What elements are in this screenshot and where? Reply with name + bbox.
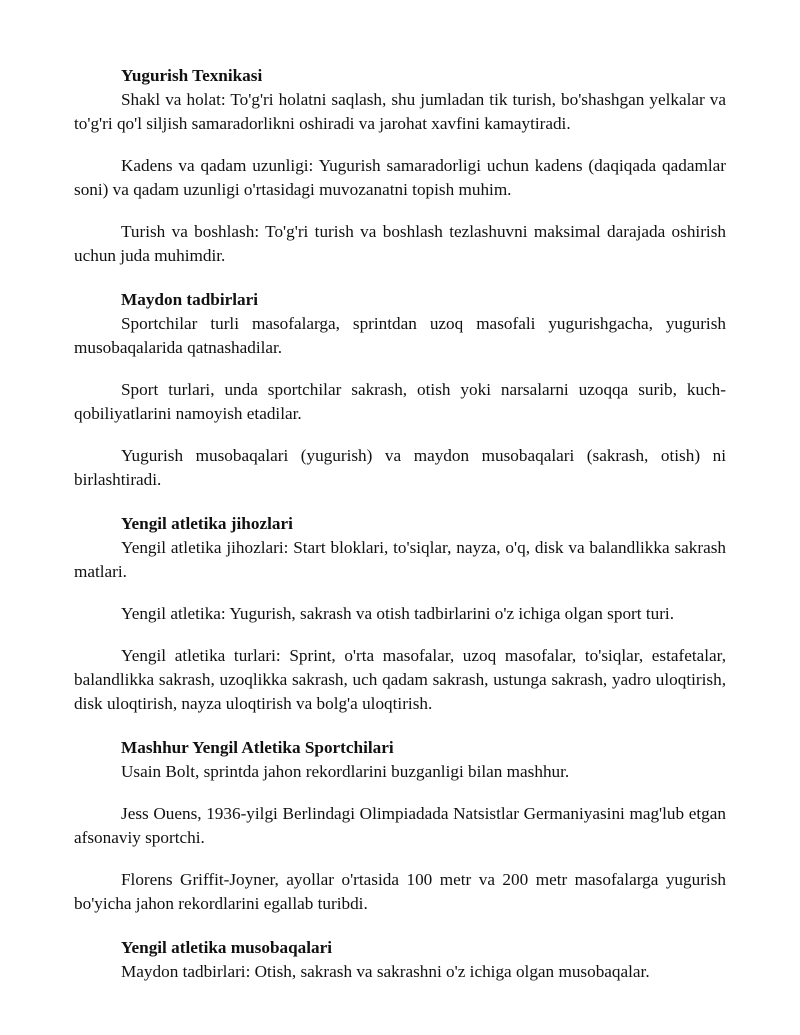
section-maydon-tadbirlari	[74, 288, 726, 492]
paragraph: Yugurish musobaqalari (yugurish) va maydon musobaqalari (sakrash, otish) ni birlashtiradi.	[74, 446, 726, 489]
paragraph: Maydon tadbirlari: Otish, sakrash va sakrashni o'z ichiga olgan musobaqalar.	[121, 962, 650, 981]
paragraph: Sportchilar turli masofalarga, sprintdan uzoq masofali yugurishgacha, yugurish musobaqalarida qatnashadilar.	[74, 314, 726, 357]
section-heading: Mashhur Yengil Atletika Sportchilari	[121, 738, 394, 757]
section-yugurish-texnikasi	[74, 64, 726, 268]
paragraph: Jess Ouens, 1936-yilgi Berlindagi Olimpiadada Natsistlar Germaniyasini mag'lub etgan afsonaviy sportchi.	[74, 804, 726, 847]
paragraph: Florens Griffit-Joyner, ayollar o'rtasida 100 metr va 200 metr masofalarga yugurish bo'yicha jahon rekordlarini egallab turibdi.	[74, 870, 726, 913]
section-heading: Yengil atletika musobaqalari	[121, 938, 333, 957]
section-heading: Maydon tadbirlari	[121, 290, 259, 309]
paragraph: Sport turlari, unda sportchilar sakrash, otish yoki narsalarni uzoqqa surib, kuch-qobiliyatlarini namoyish etadilar.	[74, 380, 726, 423]
section-mashhur-sportchilar	[74, 736, 726, 916]
paragraph: Yengil atletika jihozlari: Start bloklari, to'siqlar, nayza, o'q, disk va balandlikka sakrash matlari.	[74, 538, 726, 581]
section-heading: Yugurish Texnikasi	[121, 66, 263, 85]
paragraph: Usain Bolt, sprintda jahon rekordlarini buzganligi bilan mashhur.	[121, 762, 570, 781]
paragraph: Yengil atletika: Yugurish, sakrash va otish tadbirlarini o'z ichiga olgan sport turi.	[121, 604, 675, 623]
paragraph: Yengil atletika turlari: Sprint, o'rta masofalar, uzoq masofalar, to'siqlar, estafetalar, balandlikka sakrash, uzoqlikka sakrash, uch qadam sakrash, ustunga sakrash, yadro uloqtirish, disk uloqtirish, nayza uloqtirish va bolg'a uloqtirish.	[74, 646, 726, 713]
paragraph: Turish va boshlash: To'g'ri turish va boshlash tezlashuvni maksimal darajada oshirish uchun juda muhimdir.	[74, 222, 726, 265]
section-yengil-atletika-jihozlari	[74, 512, 726, 716]
paragraph: Kadens va qadam uzunligi: Yugurish samaradorligi uchun kadens (daqiqada qadamlar soni) va qadam uzunligi o'rtasidagi muvozanatni topish muhim.	[74, 156, 726, 199]
section-heading: Yengil atletika jihozlari	[121, 514, 293, 533]
paragraph: Shakl va holat: To'g'ri holatni saqlash, shu jumladan tik turish, bo'shashgan yelkalar va to'g'ri qo'l siljish samaradorlikni oshiradi va jarohat xavfini kamaytiradi.	[74, 90, 726, 133]
section-yengil-atletika-musobaqalari	[74, 936, 726, 984]
